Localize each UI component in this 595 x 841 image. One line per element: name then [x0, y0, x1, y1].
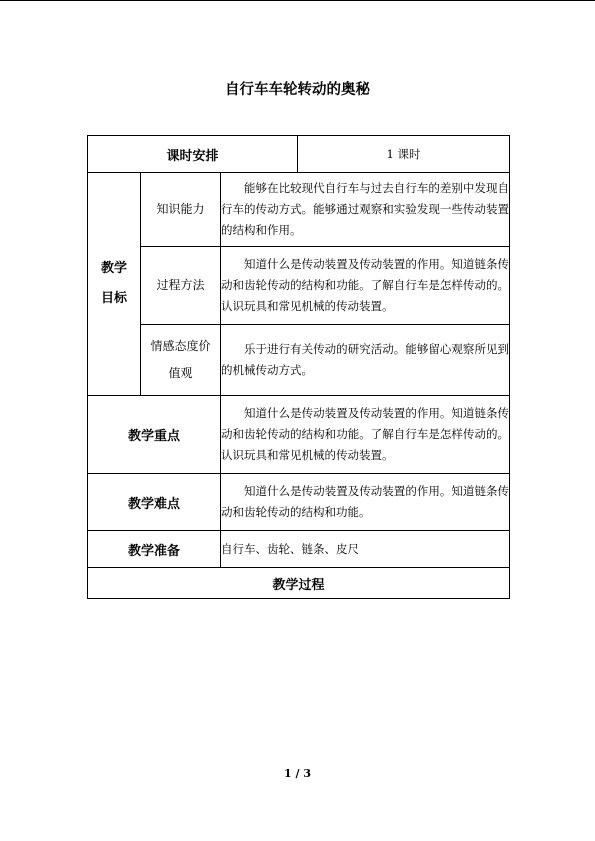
goal-row-knowledge — [88, 173, 510, 247]
teaching-goals-label — [88, 173, 141, 396]
key-points-row — [88, 396, 510, 474]
key-points-label: 教学重点 — [88, 396, 221, 474]
preparation-text: 自行车、齿轮、链条、皮尺 — [221, 531, 510, 568]
preparation-label: 教学准备 — [88, 531, 221, 568]
difficulties-label: 教学难点 — [88, 474, 221, 531]
teaching-goals-label-line1: 教学 — [100, 261, 127, 276]
schedule-row — [88, 136, 510, 173]
schedule-value: 1 课时 — [298, 136, 510, 173]
difficulties-row — [88, 474, 510, 531]
document-title: 自行车车轮转动的奥秘 — [225, 82, 370, 98]
process-label: 教学过程 — [88, 568, 510, 599]
goal-row-attitude — [88, 325, 510, 396]
difficulties-text: 知道什么是传动装置及传动装置的作用。知道链条传动和齿轮传动的结构和功能。 — [221, 474, 510, 531]
schedule-label: 课时安排 — [88, 136, 298, 173]
goal-label-attitude — [141, 325, 221, 396]
goal-text-process: 知道什么是传动装置及传动装置的作用。知道链条传动和齿轮传动的结构和功能。了解自行车是怎样传动的。认识玩具和常见机械的传动装置。 — [221, 247, 510, 325]
goal-text-knowledge: 能够在比较现代自行车与过去自行车的差别中发现自行车的传动方式。能够通过观察和实验发现一些传动装置的结构和作用。 — [221, 173, 510, 247]
goal-label-knowledge: 知识能力 — [141, 173, 221, 247]
teaching-goals-label-line2: 目标 — [100, 291, 127, 306]
goal-label-attitude-line2: 值观 — [168, 366, 193, 380]
goal-label-attitude-line1: 情感态度价 — [150, 339, 211, 353]
top-border-line — [0, 0, 595, 1]
process-row — [88, 568, 510, 599]
goal-label-process: 过程方法 — [141, 247, 221, 325]
lesson-plan-table — [87, 135, 510, 599]
goal-row-process — [88, 247, 510, 325]
goal-text-attitude: 乐于进行有关传动的研究活动。能够留心观察所见到的机械传动方式。 — [221, 325, 510, 396]
page-number: 1 / 3 — [284, 767, 311, 780]
preparation-row — [88, 531, 510, 568]
key-points-text: 知道什么是传动装置及传动装置的作用。知道链条传动和齿轮传动的结构和功能。了解自行车是怎样传动的。认识玩具和常见机械的传动装置。 — [221, 396, 510, 474]
